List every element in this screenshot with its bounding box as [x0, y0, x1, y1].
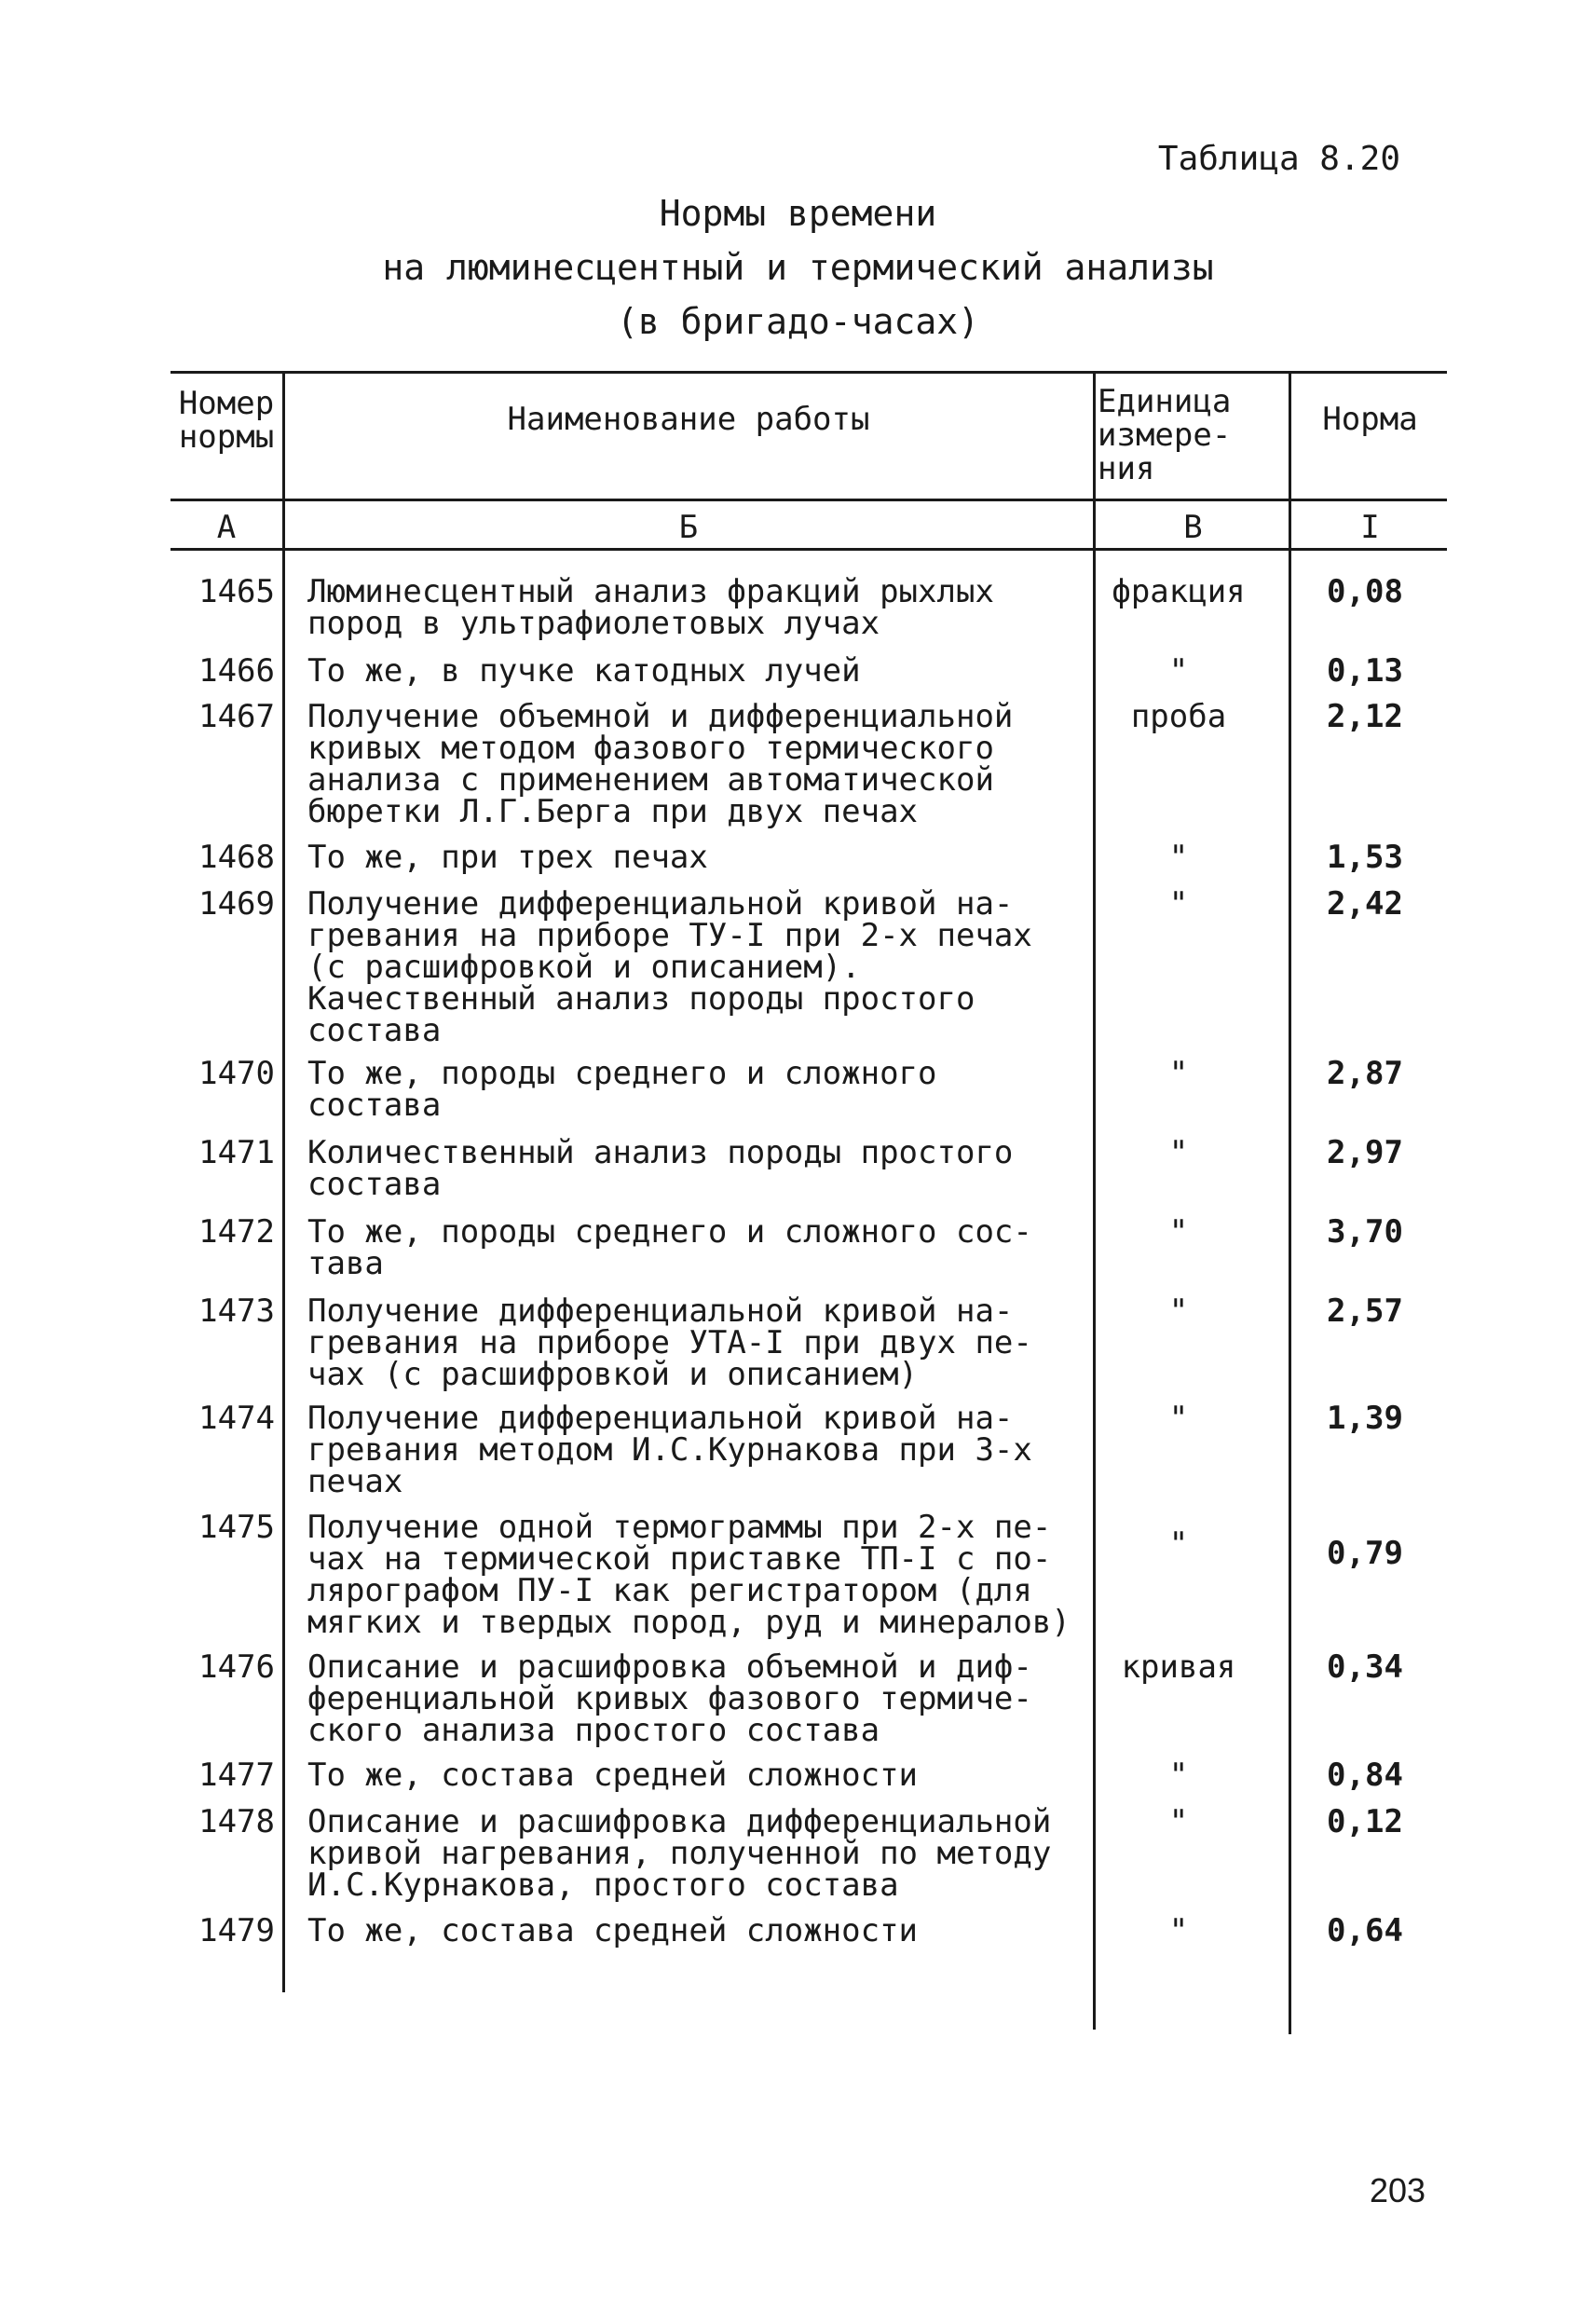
- work-name: То же, породы среднего и сложного состава: [307, 1055, 937, 1124]
- unit: ": [1168, 1803, 1189, 1840]
- header-num: Номер нормы: [178, 385, 275, 456]
- norm-value: 0,34: [1327, 1648, 1403, 1686]
- work-name: Получение дифференциальной кривой на- гревания методом И.С.Курнакова при 3-х печах: [307, 1400, 1032, 1500]
- norm-number: 1478: [198, 1803, 275, 1840]
- norm-number: 1470: [198, 1055, 275, 1092]
- unit: кривая: [1121, 1648, 1236, 1686]
- norm-number: 1472: [198, 1213, 275, 1251]
- col-label-v: В: [1183, 509, 1203, 546]
- norm-value: 1,53: [1327, 839, 1403, 876]
- norm-value: 0,64: [1327, 1912, 1403, 1949]
- norm-value: 0,84: [1327, 1757, 1403, 1794]
- norm-value: 0,12: [1327, 1803, 1403, 1840]
- norm-number: 1473: [198, 1292, 275, 1330]
- work-name: Люминесцентный анализ фракций рыхлых пород в ультрафиолетовых лучах: [307, 573, 994, 642]
- norm-number: 1474: [198, 1400, 275, 1437]
- norm-value: 2,12: [1327, 698, 1403, 735]
- work-name: То же, породы среднего и сложного сос- тава: [307, 1213, 1032, 1282]
- unit: фракция: [1112, 573, 1246, 610]
- col-divider: [282, 371, 285, 1992]
- norm-number: 1471: [198, 1134, 275, 1171]
- norm-number: 1469: [198, 885, 275, 923]
- unit: проба: [1130, 698, 1227, 735]
- col-divider: [1289, 371, 1291, 2034]
- col-label-1: I: [1360, 509, 1380, 546]
- work-name: Получение дифференциальной кривой на- гревания на приборе ТУ-I при 2-х печах (с расшифровкой и описанием). Качественный анализ породы простого состава: [307, 885, 1032, 1049]
- table-number: Таблица 8.20: [1157, 140, 1400, 178]
- work-name: Описание и расшифровка дифференциальной кривой нагревания, полученной по методу И.С.Курнакова, простого состава: [307, 1803, 1052, 1904]
- unit: ": [1168, 1525, 1189, 1563]
- work-name: Получение объемной и дифференциальной кривых методом фазового термического анализа с применением автоматической бюретки Л.Г.Берга при двух печах: [307, 698, 1014, 830]
- work-name: Количественный анализ породы простого состава: [307, 1134, 1014, 1203]
- work-name: То же, при трех печах: [307, 839, 708, 876]
- label-row-rule: [171, 548, 1447, 551]
- title-line: (в бригадо-часах): [617, 301, 979, 342]
- col-label-a: А: [216, 509, 237, 546]
- norm-number: 1467: [198, 698, 275, 735]
- work-name: То же, состава средней сложности: [307, 1912, 919, 1949]
- norm-number: 1466: [198, 652, 275, 690]
- unit: ": [1168, 839, 1189, 876]
- norm-value: 2,87: [1327, 1055, 1403, 1092]
- norm-number: 1476: [198, 1648, 275, 1686]
- work-name: То же, состава средней сложности: [307, 1757, 919, 1794]
- norm-value: 1,39: [1327, 1400, 1403, 1437]
- unit: ": [1168, 1134, 1189, 1171]
- norm-value: 3,70: [1327, 1213, 1403, 1251]
- work-name: Получение дифференциальной кривой на- гревания на приборе УТА-I при двух пе- чах (с расшифровкой и описанием): [307, 1292, 1032, 1393]
- work-name: Описание и расшифровка объемной и диф- ференциальной кривых фазового термиче- ского анализа простого состава: [307, 1648, 1032, 1749]
- unit: ": [1168, 1912, 1189, 1949]
- unit: ": [1168, 652, 1189, 690]
- norm-number: 1475: [198, 1509, 275, 1546]
- unit: ": [1168, 1400, 1189, 1437]
- title-line: Нормы времени: [659, 193, 937, 234]
- unit: ": [1168, 1055, 1189, 1092]
- table-top-rule: [171, 371, 1447, 374]
- norm-number: 1468: [198, 839, 275, 876]
- header-norm: Норма: [1322, 401, 1418, 438]
- col-label-b: Б: [678, 509, 699, 546]
- table-title: [0, 186, 1596, 349]
- work-name: То же, в пучке катодных лучей: [307, 652, 861, 690]
- unit: ": [1168, 1757, 1189, 1794]
- work-name: Получение одной термограммы при 2-х пе- чах на термической приставке ТП-I с по- лярографом ПУ-I как регистратором (для мягких и твердых пород, руд и минералов): [307, 1509, 1071, 1641]
- norm-value: 0,79: [1327, 1535, 1403, 1572]
- norm-number: 1479: [198, 1912, 275, 1949]
- header-bottom-rule: [171, 499, 1447, 501]
- header-name: Наименование работы: [507, 401, 870, 438]
- unit: ": [1168, 1292, 1189, 1330]
- header-unit: Единица измере- ния: [1098, 383, 1232, 487]
- norm-value: 0,08: [1327, 573, 1403, 610]
- unit: ": [1168, 1213, 1189, 1251]
- unit: ": [1168, 885, 1189, 923]
- page-number: 203: [1370, 2171, 1426, 2209]
- title-line: на люминесцентный и термический анализы: [382, 247, 1214, 288]
- norm-value: 2,57: [1327, 1292, 1403, 1330]
- norm-value: 2,97: [1327, 1134, 1403, 1171]
- norm-number: 1465: [198, 573, 275, 610]
- norm-value: 2,42: [1327, 885, 1403, 923]
- norm-number: 1477: [198, 1757, 275, 1794]
- norm-value: 0,13: [1327, 652, 1403, 690]
